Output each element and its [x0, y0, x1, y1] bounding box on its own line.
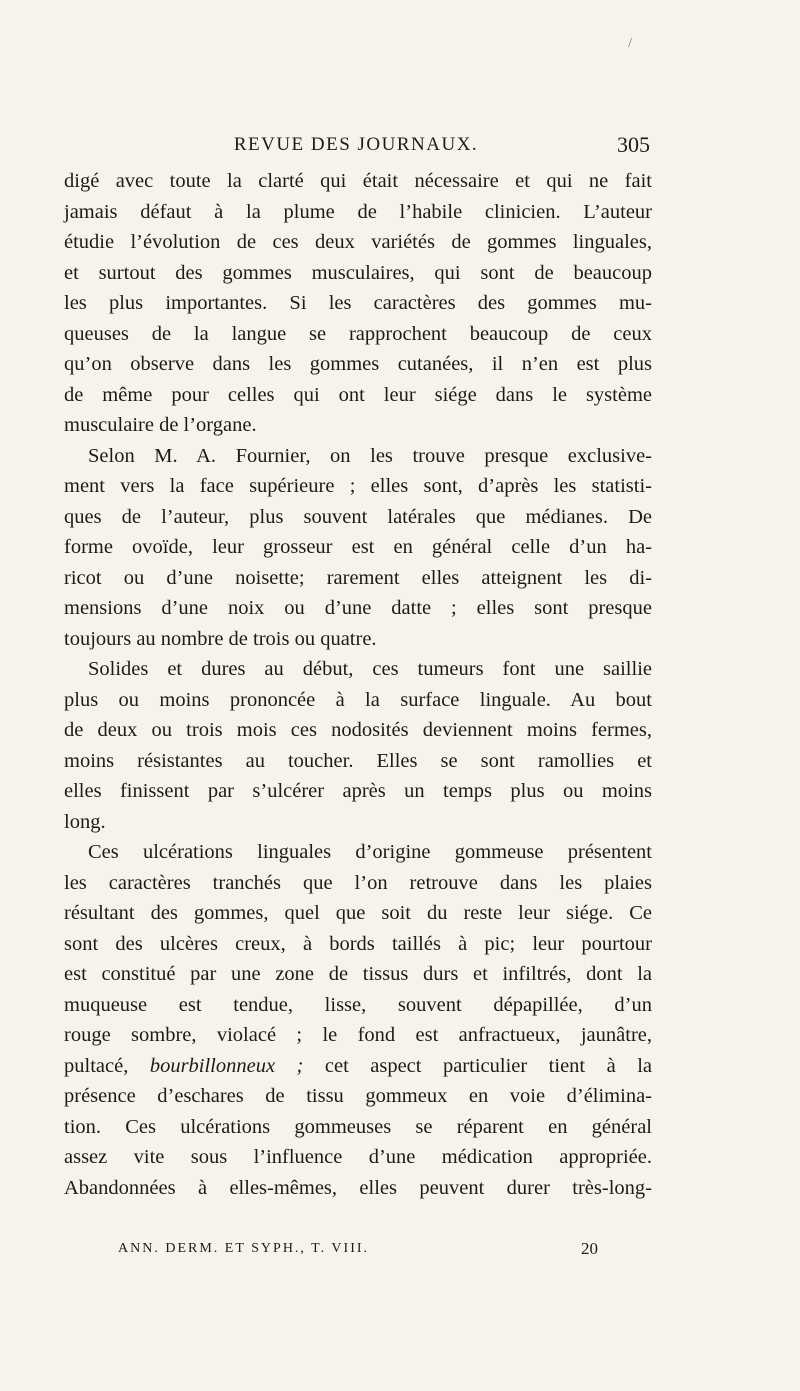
signature-number: 20	[581, 1239, 598, 1258]
text-line: elles finissent par s’ulcérer après un temps plus ou moins	[64, 780, 652, 802]
text-line: Selon M. A. Fournier, on les trouve presque exclusive-	[88, 444, 652, 467]
text-line: et surtout des gommes musculaires, qui sont de beaucoup	[64, 261, 652, 284]
italic-term: bourbillonneux ;	[149, 1054, 304, 1077]
text-line: sont des ulcères creux, à bords taillés à pic; leur pourtour	[64, 932, 652, 955]
text-line: mensions d’une noix ou d’une datte ; elles sont presque	[64, 597, 652, 619]
body-text	[64, 166, 652, 1203]
text-line: Abandonnées à elles-mêmes, elles peuvent durer très-long-	[64, 1176, 652, 1199]
text-line: moins résistantes au toucher. Elles se sont ramollies et	[64, 749, 652, 772]
text-line: toujours au nombre de trois ou quatre.	[64, 627, 377, 650]
signature-mark: ANN. DERM. ET SYPH., T. VIII.	[118, 1241, 370, 1256]
text-line: plus ou moins prononcée à la surface linguale. Au bout	[64, 688, 652, 711]
text-line-end: cet aspect particulier tient à la	[303, 1054, 652, 1077]
text-line: tion. Ces ulcérations gommeuses se réparent en général	[64, 1115, 652, 1138]
text-line: queuses de la langue se rapprochent beaucoup de ceux	[64, 322, 652, 345]
margin-mark: /	[628, 36, 632, 51]
text-line: muqueuse est tendue, lisse, souvent dépapillée, d’un	[64, 993, 652, 1016]
text-line: qu’on observe dans les gommes cutanées, il n’en est plus	[64, 353, 652, 375]
text-line: ques de l’auteur, plus souvent latérales que médianes. De	[64, 505, 652, 528]
text-line: assez vite sous l’influence d’une médication appropriée.	[64, 1146, 652, 1168]
text-line: les plus importantes. Si les caractères des gommes mu-	[64, 292, 652, 314]
text-line: de même pour celles qui ont leur siége dans le système	[64, 383, 652, 406]
page-number: 305	[617, 132, 650, 157]
text-line: musculaire de l’organe.	[64, 414, 257, 436]
text-line: est constitué par une zone de tissus durs et infiltrés, dont la	[64, 963, 652, 985]
text-line: Solides et dures au début, ces tumeurs font une saillie	[88, 658, 652, 680]
text-line: long.	[64, 810, 106, 833]
text-line: rouge sombre, violacé ; le fond est anfractueux, jaunâtre,	[64, 1024, 652, 1046]
running-header	[62, 132, 650, 162]
text-line: résultant des gommes, quel que soit du reste leur siége. Ce	[64, 902, 652, 924]
text-line: digé avec toute la clarté qui était nécessaire et qui ne fait	[64, 170, 652, 192]
text-line: Ces ulcérations linguales d’origine gommeuse présentent	[88, 841, 652, 863]
text-line: présence d’eschares de tissu gommeux en voie d’élimina-	[64, 1085, 652, 1107]
text-line: ricot ou d’une noisette; rarement elles atteignent les di-	[64, 566, 652, 589]
text-line: jamais défaut à la plume de l’habile clinicien. L’auteur	[64, 200, 652, 223]
text-line: forme ovoïde, leur grosseur est en général celle d’un ha-	[64, 536, 652, 558]
text-line: les caractères tranchés que l’on retrouve dans les plaies	[64, 871, 652, 894]
text-line: ment vers la face supérieure ; elles sont, d’après les statisti-	[64, 475, 652, 497]
text-line: de deux ou trois mois ces nodosités deviennent moins fermes,	[64, 719, 652, 741]
text-line: étudie l’évolution de ces deux variétés de gommes linguales,	[64, 231, 652, 253]
signature-footer	[118, 1241, 598, 1265]
running-title: REVUE DES JOURNAUX.	[233, 134, 479, 155]
text-line	[64, 1051, 652, 1082]
text-line-start: pultacé,	[64, 1054, 150, 1077]
